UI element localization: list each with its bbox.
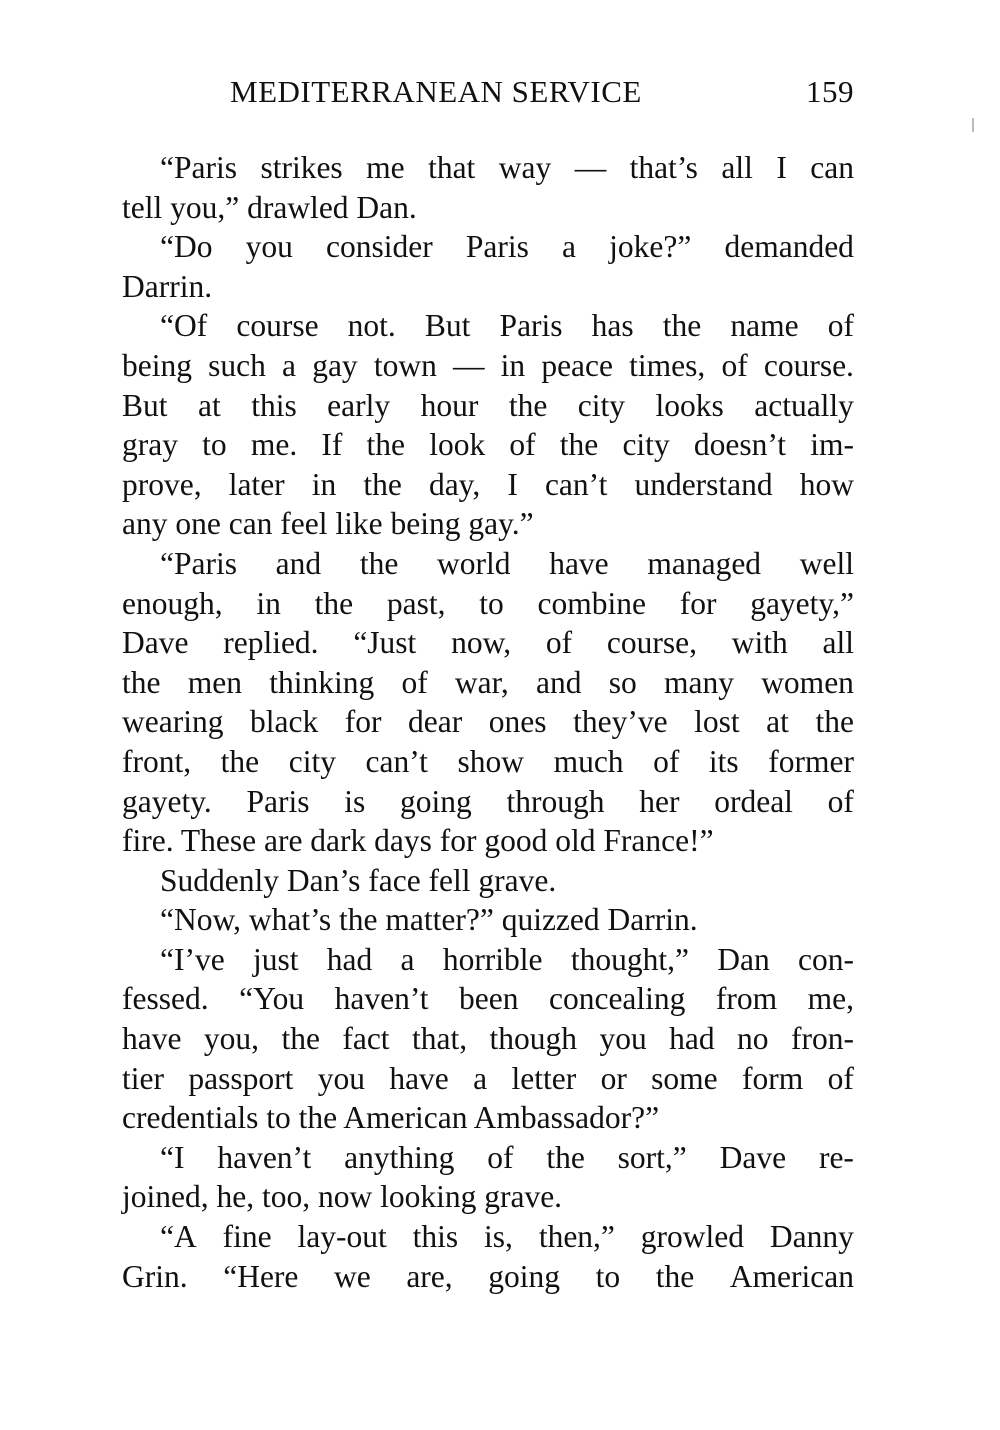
word: doesn’t bbox=[693, 427, 787, 463]
word: Danny bbox=[769, 1219, 854, 1255]
word: this bbox=[412, 1219, 459, 1255]
word: of bbox=[653, 743, 680, 779]
word: her bbox=[639, 783, 680, 819]
word: letter bbox=[511, 1060, 577, 1096]
word: such bbox=[208, 347, 266, 383]
text-line: Darrin. bbox=[122, 268, 213, 304]
word: city bbox=[622, 427, 670, 463]
word: past, bbox=[386, 585, 446, 621]
word: from bbox=[715, 981, 778, 1017]
word: or bbox=[600, 1060, 627, 1096]
word: have bbox=[122, 1021, 182, 1057]
word: to bbox=[479, 585, 504, 621]
word: wearing bbox=[122, 704, 224, 740]
text-line: “Now, what’s the matter?” quizzed Darrin. bbox=[160, 902, 698, 938]
word: of bbox=[827, 783, 854, 819]
word: “Here bbox=[223, 1258, 299, 1294]
word: concealing bbox=[548, 981, 686, 1017]
word: I bbox=[507, 466, 518, 502]
word: is bbox=[344, 783, 366, 819]
word: name bbox=[730, 308, 799, 344]
text-line bbox=[122, 306, 854, 346]
word: though bbox=[489, 1021, 578, 1057]
text-line: Suddenly Dan’s face fell grave. bbox=[160, 862, 557, 898]
word: looks bbox=[655, 387, 724, 423]
word: of bbox=[827, 308, 854, 344]
word: you bbox=[245, 229, 293, 265]
word: not. bbox=[347, 308, 396, 344]
word: anything bbox=[344, 1139, 455, 1175]
word: war, bbox=[454, 664, 509, 700]
word: I bbox=[776, 150, 787, 185]
word: then,” bbox=[538, 1219, 615, 1255]
word: gay bbox=[312, 347, 358, 383]
word: me, bbox=[807, 981, 854, 1017]
word: show bbox=[457, 743, 524, 779]
text-line bbox=[122, 940, 854, 980]
word: demanded bbox=[724, 229, 854, 265]
word: we bbox=[334, 1258, 371, 1294]
word: going bbox=[400, 783, 472, 819]
word: enough, bbox=[122, 585, 223, 621]
word: haven’t bbox=[334, 981, 429, 1017]
word: city bbox=[577, 387, 626, 423]
text-line: any one can feel like being gay.” bbox=[122, 506, 534, 542]
text-line bbox=[122, 742, 854, 782]
text-line: joined, he, too, now looking grave. bbox=[122, 1179, 563, 1215]
word: of bbox=[509, 427, 536, 463]
word: understand bbox=[634, 466, 773, 502]
word: can’t bbox=[365, 743, 428, 779]
word: in bbox=[500, 347, 526, 383]
word: dear bbox=[408, 704, 463, 740]
word: and bbox=[536, 664, 582, 700]
word: have bbox=[549, 545, 609, 581]
word: American bbox=[729, 1258, 854, 1294]
word: re- bbox=[818, 1139, 854, 1175]
word: ones bbox=[488, 704, 547, 740]
word: lay-out bbox=[297, 1219, 387, 1255]
word: been bbox=[459, 981, 519, 1017]
word: peace bbox=[541, 347, 613, 383]
word: prove, bbox=[122, 466, 202, 502]
word: and bbox=[275, 545, 322, 581]
word: form bbox=[742, 1060, 804, 1096]
word: has bbox=[591, 308, 634, 344]
word: the bbox=[546, 1139, 585, 1175]
word: “A bbox=[160, 1219, 197, 1255]
text-line bbox=[122, 346, 854, 386]
word: early bbox=[327, 387, 391, 423]
word: of bbox=[827, 1060, 854, 1096]
word: to bbox=[595, 1258, 621, 1294]
word: can bbox=[810, 150, 854, 185]
word: is, bbox=[484, 1219, 513, 1255]
text-line bbox=[122, 1019, 854, 1059]
word: the bbox=[559, 427, 599, 463]
word: me. bbox=[250, 427, 298, 463]
word: consider bbox=[326, 229, 433, 265]
word: with bbox=[731, 625, 788, 661]
text-line bbox=[122, 227, 854, 267]
word: Paris bbox=[465, 229, 529, 265]
word: now, bbox=[451, 625, 512, 661]
word: hour bbox=[420, 387, 479, 423]
word: joke?” bbox=[609, 229, 692, 265]
word: you bbox=[317, 1060, 365, 1096]
word: the bbox=[122, 664, 161, 700]
word: Dave bbox=[719, 1139, 787, 1175]
text-line bbox=[122, 1217, 854, 1257]
word: times, bbox=[629, 347, 706, 383]
word: have bbox=[389, 1060, 449, 1096]
word: day, bbox=[428, 466, 481, 502]
word: no bbox=[737, 1021, 769, 1057]
word: just bbox=[252, 941, 299, 977]
word: managed bbox=[647, 545, 762, 581]
page-number: 159 bbox=[806, 74, 854, 109]
body-text bbox=[122, 148, 854, 1296]
word: “Just bbox=[353, 625, 417, 661]
word: course bbox=[236, 308, 319, 344]
word: replied. bbox=[223, 625, 319, 661]
word: “I’ve bbox=[160, 941, 225, 977]
scan-artifact bbox=[972, 118, 974, 132]
word: men bbox=[187, 664, 242, 700]
text-line bbox=[122, 702, 854, 742]
word: ordeal bbox=[714, 783, 793, 819]
word: they’ve bbox=[573, 704, 668, 740]
word: much bbox=[553, 743, 624, 779]
word: horrible bbox=[442, 941, 543, 977]
word: at bbox=[197, 387, 221, 423]
word: of bbox=[401, 664, 428, 700]
text-line bbox=[122, 386, 854, 426]
word: Dan bbox=[717, 941, 770, 977]
word: way bbox=[498, 150, 552, 185]
word: its bbox=[708, 743, 739, 779]
word: me bbox=[366, 150, 405, 185]
text-line bbox=[122, 979, 854, 1019]
word: a bbox=[400, 941, 415, 977]
text-line bbox=[122, 663, 854, 703]
word: “Paris bbox=[160, 545, 237, 581]
word: “I bbox=[160, 1139, 185, 1175]
word: passport bbox=[188, 1060, 294, 1096]
word: to bbox=[202, 427, 227, 463]
running-title: MEDITERRANEAN SERVICE bbox=[230, 74, 642, 109]
word: in bbox=[311, 466, 337, 502]
word: world bbox=[437, 545, 511, 581]
word: tier bbox=[122, 1060, 164, 1096]
text-line bbox=[122, 782, 854, 822]
word: “Do bbox=[160, 229, 213, 265]
word: that bbox=[428, 150, 476, 185]
word: the bbox=[366, 427, 406, 463]
word: for bbox=[679, 585, 717, 621]
word: fine bbox=[222, 1219, 272, 1255]
word: lost bbox=[694, 704, 740, 740]
text-line: credentials to the American Ambassador?” bbox=[122, 1100, 660, 1136]
word: this bbox=[251, 387, 297, 423]
word: — bbox=[452, 347, 485, 383]
word: the bbox=[281, 1021, 320, 1057]
word: sort,” bbox=[617, 1139, 687, 1175]
word: fact bbox=[342, 1021, 390, 1057]
word: actually bbox=[754, 387, 854, 423]
word: gayety. bbox=[122, 783, 212, 819]
word: can’t bbox=[544, 466, 608, 502]
word: the bbox=[815, 704, 854, 740]
word: “Paris bbox=[160, 150, 237, 185]
word: of bbox=[487, 1139, 514, 1175]
word: you bbox=[599, 1021, 647, 1057]
text-line bbox=[122, 584, 854, 624]
text-line bbox=[122, 1138, 854, 1178]
word: “You bbox=[239, 981, 305, 1017]
word: “Of bbox=[160, 308, 208, 344]
text-line bbox=[122, 148, 854, 188]
word: city bbox=[288, 743, 336, 779]
word: the bbox=[359, 545, 399, 581]
word: some bbox=[651, 1060, 718, 1096]
word: Paris bbox=[246, 783, 310, 819]
word: former bbox=[768, 743, 854, 779]
word: the bbox=[508, 387, 548, 423]
text-line bbox=[122, 465, 854, 505]
word: the bbox=[655, 1258, 695, 1294]
word: look bbox=[429, 427, 486, 463]
word: im- bbox=[810, 427, 854, 463]
word: strikes bbox=[260, 150, 343, 185]
word: But bbox=[424, 308, 471, 344]
text-line bbox=[122, 1059, 854, 1099]
word: how bbox=[799, 466, 854, 502]
running-head bbox=[122, 74, 854, 118]
word: the bbox=[363, 466, 402, 502]
text-line bbox=[122, 544, 854, 584]
word: a bbox=[562, 229, 576, 265]
word: front, bbox=[122, 743, 192, 779]
word: so bbox=[608, 664, 637, 700]
word: — bbox=[574, 150, 607, 185]
word: that, bbox=[411, 1021, 468, 1057]
word: gray bbox=[122, 427, 178, 463]
word: Grin. bbox=[122, 1258, 188, 1294]
word: being bbox=[122, 347, 192, 383]
word: fron- bbox=[790, 1021, 854, 1057]
word: combine bbox=[537, 585, 646, 621]
word: haven’t bbox=[217, 1139, 312, 1175]
word: you, bbox=[203, 1021, 260, 1057]
word: all bbox=[822, 625, 854, 661]
text-line: fire. These are dark days for good old France!” bbox=[122, 823, 714, 859]
text-line bbox=[122, 425, 854, 465]
word: If bbox=[321, 427, 343, 463]
word: the bbox=[662, 308, 702, 344]
word: black bbox=[250, 704, 319, 740]
word: many bbox=[663, 664, 734, 700]
word: town bbox=[373, 347, 437, 383]
text-line: tell you,” drawled Dan. bbox=[122, 189, 417, 225]
word: had bbox=[669, 1021, 715, 1057]
word: in bbox=[256, 585, 281, 621]
word: of bbox=[545, 625, 573, 661]
word: Paris bbox=[499, 308, 563, 344]
word: thought,” bbox=[570, 941, 689, 977]
word: going bbox=[488, 1258, 561, 1294]
word: that’s bbox=[629, 150, 698, 185]
word: well bbox=[799, 545, 854, 581]
word: gayety,” bbox=[750, 585, 854, 621]
word: later bbox=[228, 466, 285, 502]
word: fessed. bbox=[122, 981, 209, 1017]
word: a bbox=[473, 1060, 488, 1096]
word: Dave bbox=[122, 625, 189, 661]
text-line bbox=[122, 623, 854, 663]
word: the bbox=[314, 585, 354, 621]
word: all bbox=[721, 150, 753, 185]
text-line bbox=[122, 1257, 854, 1297]
word: are, bbox=[406, 1258, 453, 1294]
word: of bbox=[721, 347, 748, 383]
word: through bbox=[506, 783, 605, 819]
word: had bbox=[326, 941, 373, 977]
word: a bbox=[282, 347, 297, 383]
word: course. bbox=[763, 347, 854, 383]
word: at bbox=[766, 704, 789, 740]
word: course, bbox=[606, 625, 697, 661]
word: But bbox=[122, 387, 168, 423]
word: women bbox=[761, 664, 854, 700]
word: the bbox=[220, 743, 260, 779]
word: growled bbox=[640, 1219, 745, 1255]
word: con- bbox=[797, 941, 854, 977]
word: for bbox=[344, 704, 382, 740]
word: thinking bbox=[269, 664, 375, 700]
